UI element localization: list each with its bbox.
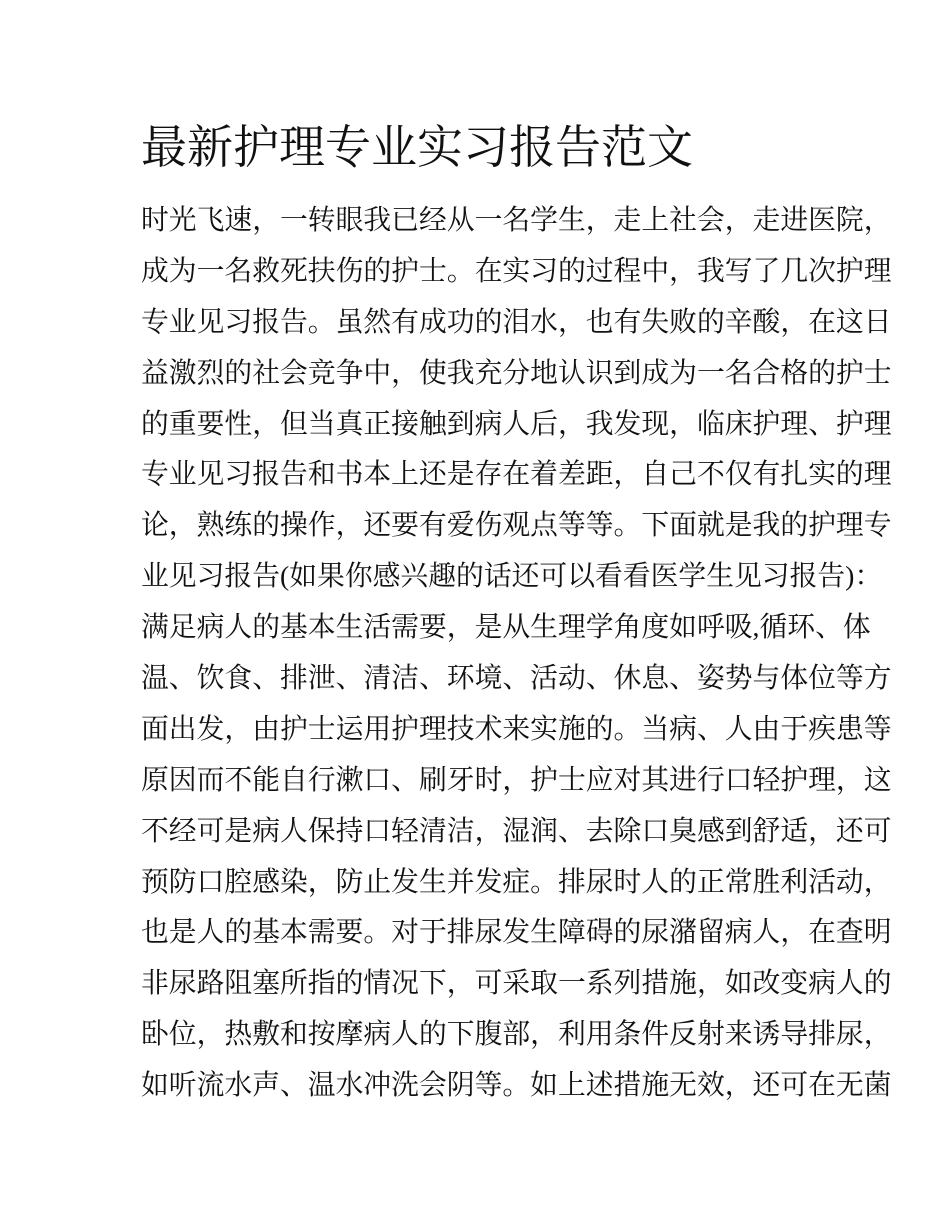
paragraph-line: 成为一名救死扶伤的护士。在实习的过程中，我写了几次护理 bbox=[141, 255, 892, 287]
paragraph-line: 专业见习报告和书本上还是存在着差距，自己不仅有扎实的理 bbox=[141, 459, 892, 491]
paragraph-line: 预防口腔感染，防止发生并发症。排尿时人的正常胜利活动， bbox=[141, 866, 892, 898]
paragraph-line: 的重要性，但当真正接触到病人后，我发现，临床护理、护理 bbox=[141, 408, 892, 440]
paragraph-line: 面出发，由护士运用护理技术来实施的。当病、人由于疾患等 bbox=[141, 713, 892, 745]
paragraph-line: 也是人的基本需要。对于排尿发生障碍的尿潴留病人，在查明 bbox=[141, 917, 892, 949]
paragraph-line: 业见习报告(如果你感兴趣的话还可以看看医学生见习报告)： bbox=[141, 561, 883, 593]
paragraph-line: 原因而不能自行漱口、刷牙时，护士应对其进行口轻护理，这 bbox=[141, 764, 892, 796]
paragraph-line: 论，熟练的操作，还要有爱伤观点等等。下面就是我的护理专 bbox=[141, 510, 892, 542]
document-body bbox=[141, 196, 892, 1112]
paragraph-line: 时光飞速，一转眼我已经从一名学生，走上社会，走进医院， bbox=[141, 205, 892, 236]
paragraph-line: 卧位，热敷和按摩病人的下腹部，利用条件反射来诱导排尿， bbox=[141, 1019, 892, 1051]
paragraph-line: 非尿路阻塞所指的情况下，可采取一系列措施，如改变病人的 bbox=[141, 968, 892, 1000]
paragraph-line: 温、饮食、排泄、清洁、环境、活动、休息、姿势与体位等方 bbox=[141, 663, 892, 695]
paragraph-line: 如听流水声、温水冲洗会阴等。如上述措施无效，还可在无菌 bbox=[141, 1070, 892, 1102]
paragraph-line: 益激烈的社会竞争中，使我充分地认识到成为一名合格的护士 bbox=[141, 357, 892, 389]
document-title: 最新护理专业实习报告范文 bbox=[141, 122, 693, 173]
paragraph-line: 满足病人的基本生活需要，是从生理学角度如呼吸,循环、体 bbox=[141, 612, 871, 644]
paragraph-line: 专业见习报告。虽然有成功的泪水，也有失败的辛酸，在这日 bbox=[141, 306, 892, 338]
paragraph-line: 不经可是病人保持口轻清洁，湿润、去除口臭感到舒适，还可 bbox=[141, 815, 892, 847]
